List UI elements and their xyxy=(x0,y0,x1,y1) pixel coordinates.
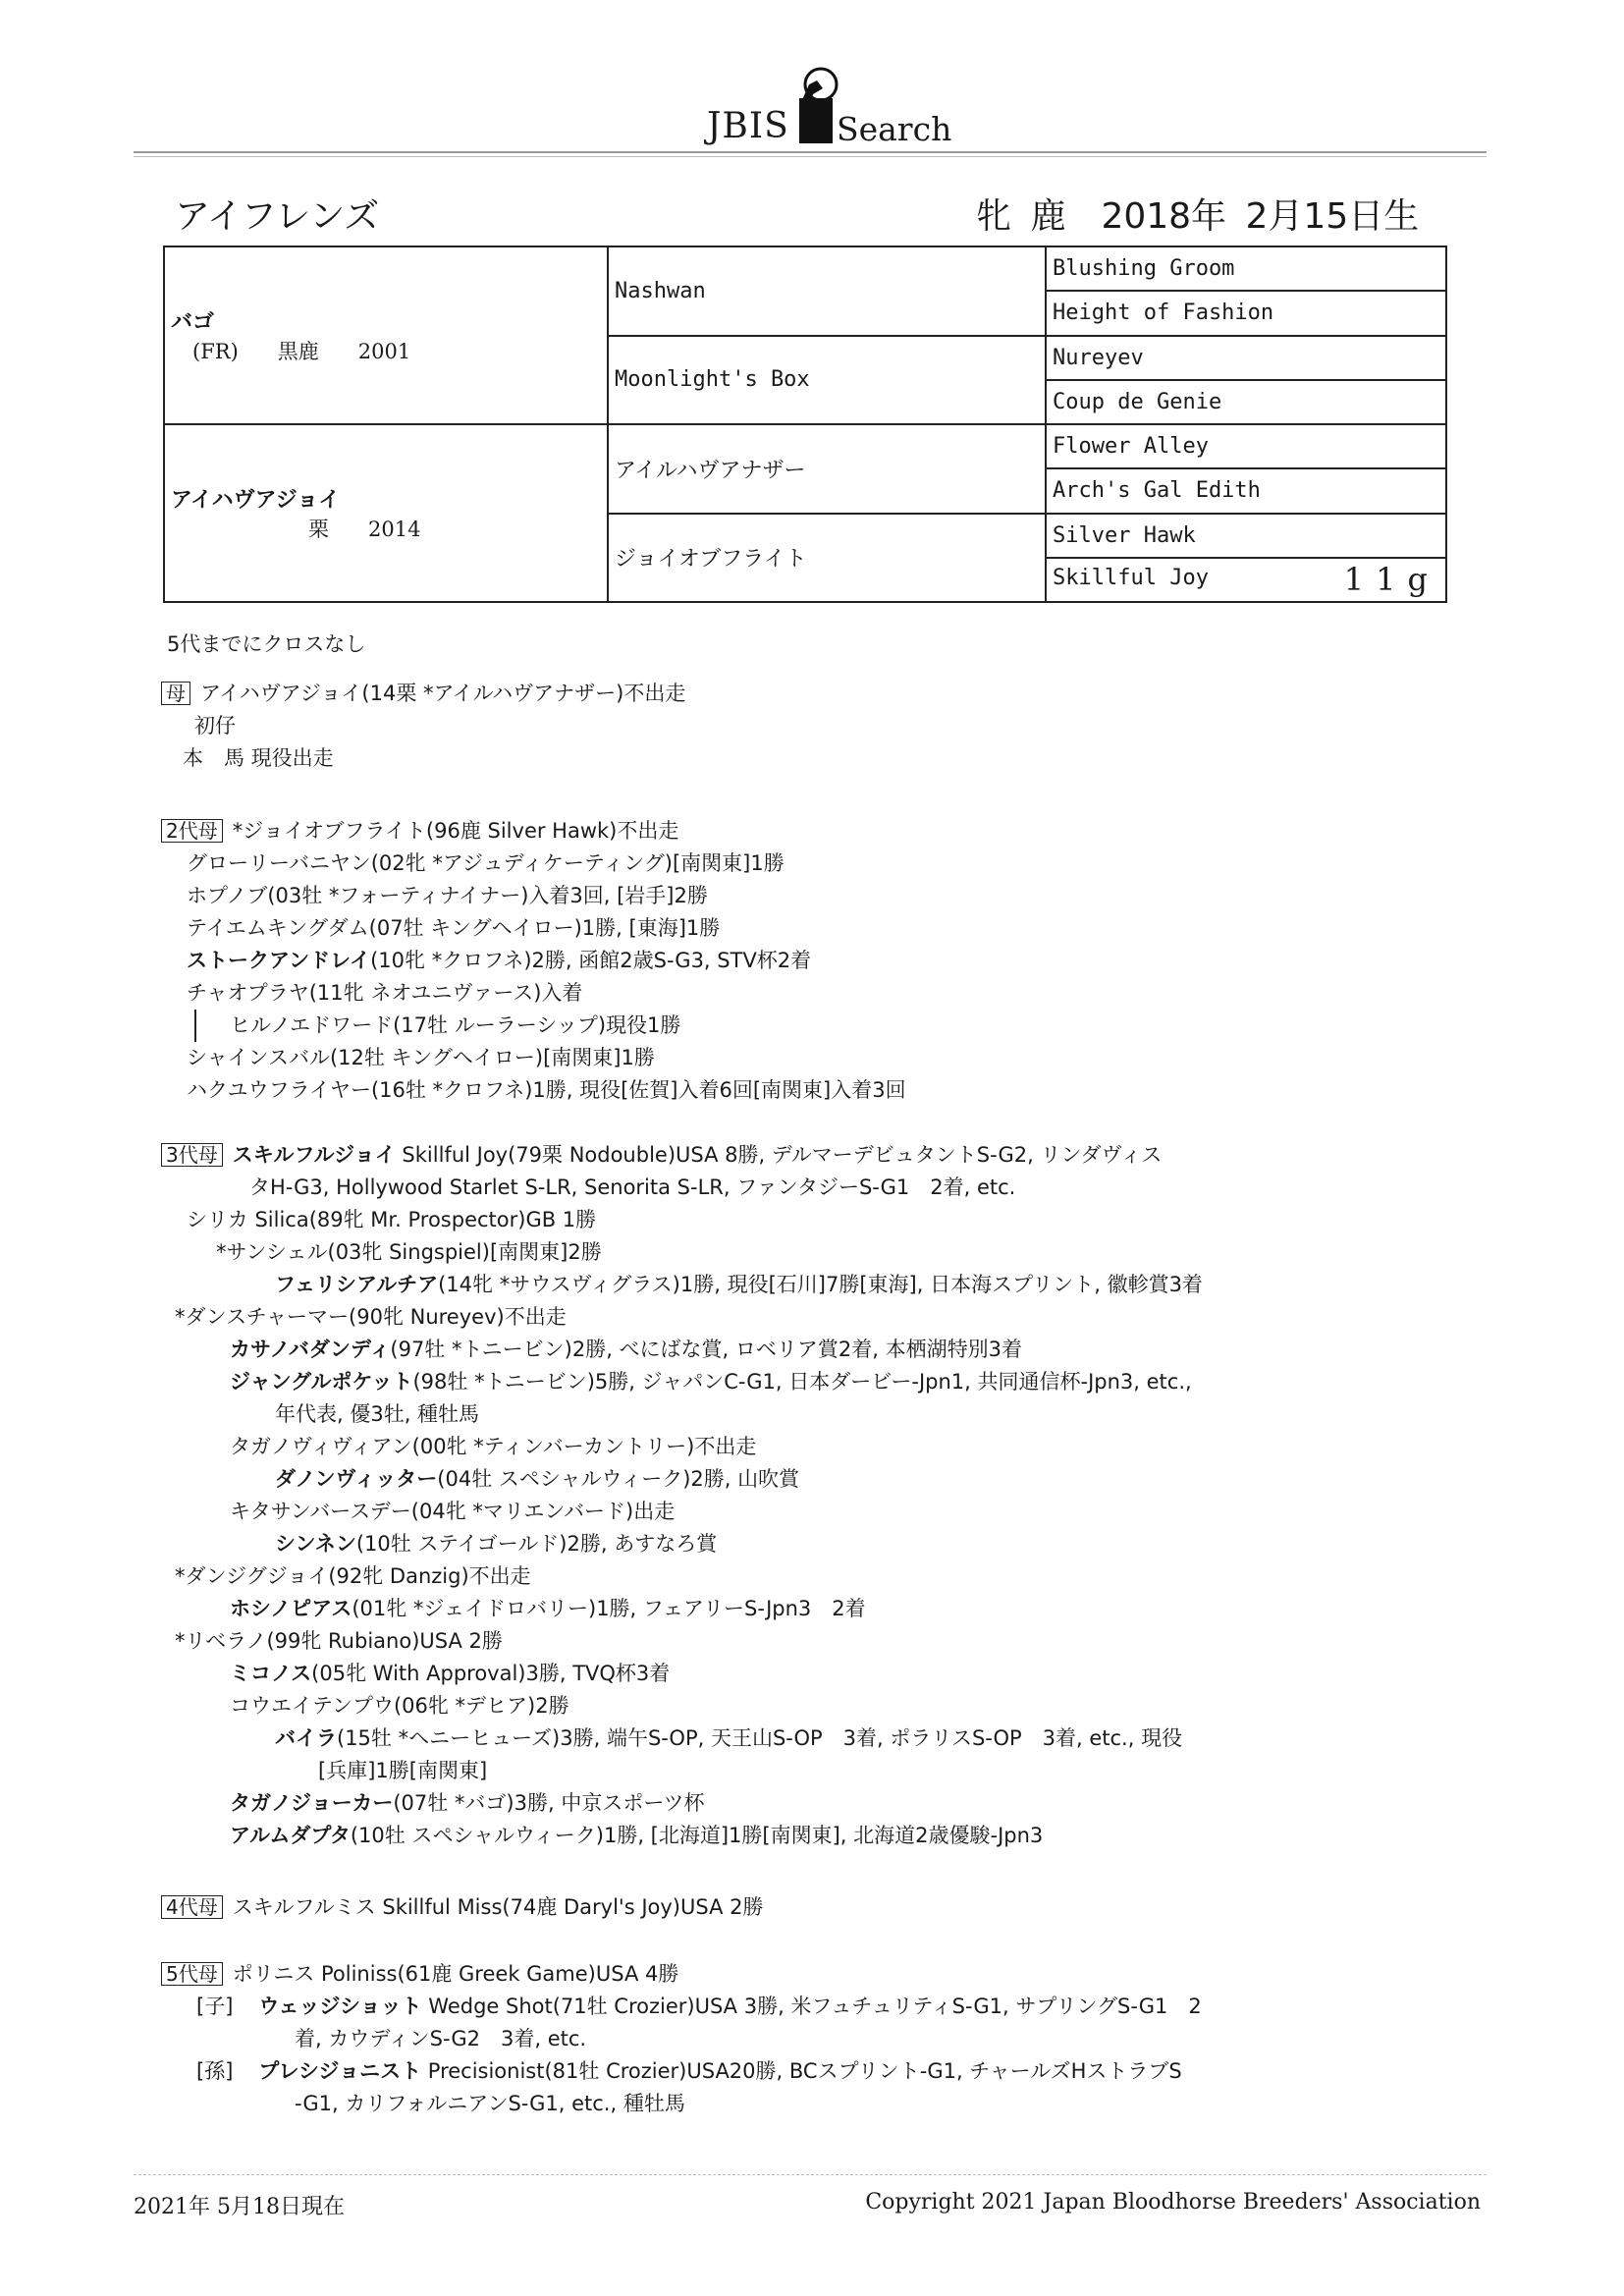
list-item: タガノヴィヴィアン(00牝 *ティンバーカントリー)不出走 xyxy=(230,1435,757,1458)
horse-info: 牝 鹿 2018年 2月15日生 xyxy=(976,196,1420,237)
horse-name: アイフレンズ xyxy=(175,196,380,237)
list-item: *ダンスチャーマー(90牝 Nureyev)不出走 xyxy=(175,1305,567,1329)
gen3-1: Blushing Groom xyxy=(1046,246,1446,291)
dam-color: 栗 xyxy=(308,518,329,541)
list-item: シンネン(10牡 ステイゴールド)2勝, あすなろ賞 xyxy=(275,1532,718,1556)
sire-cell xyxy=(164,246,608,424)
gen3-7: Silver Hawk xyxy=(1046,514,1446,558)
gen3-section: 3代母 スキルフルジョイ Skillful Joy(79栗 Nodouble)USA 8勝, デルマーデビュタントS-G2, リンダヴィス タH-G3, Hollywood Starlet S-LR, Senorita S-LR, ファンタジーS-G1 2着, etc. シリカ Silica(89牝 Mr. Prospector)GB 1勝 *サンシェル(03牝 Singspiel)[南関東]2勝 フェリシアルチア(14牝 *サウスヴィグラス)1勝, 現役[石川]7勝[東海], 日本海スプリント, 徽軫賞3着 *ダンスチャーマー(90牝 Nureyev)不出走 カサノバダンディ(97牡 *トニービン)2勝, べにばな賞, ロベリア賞2着, 本栖湖特別3着 ジャングルポケット(98牡 *トニービン)5勝, ジャパンC-G1, 日本ダービー-Jpn1, 共同通信杯-Jpn3, etc., 年代表, 優3牡, 種牡馬 タガノヴィヴィアン(00牝 *ティンバーカントリー)不出走 ダノンヴィッター(04牡 スペシャルウィーク)2勝, 山吹賞 キタサンバースデー(04牝 *マリエンバード)出走 シンネン(10牡 ステイゴールド)2勝, あすなろ賞 *ダンジグジョイ(92牝 Danzig)不出走 ホシノピアス(01牝 *ジェイドロバリー)1勝, フェアリーS-Jpn3 2着 *リベラノ(99牝 Rubiano)USA 2勝 ミコノス(05牝 With Approval)3勝, TVQ杯3着 コウエイテンプウ(06牝 *デヒア)2勝 バイラ(15牡 *ヘニーヒューズ)3勝, 端午S-OP, 天王山S-OP 3着, ポラリスS-OP 3着, etc., 現役 [兵庫]1勝[南関東] タガノジョーカー(07牡 *バゴ)3勝, 中京スポーツ杯 アルムダプタ(10牡 スペシャルウィーク)1勝, [北海道]1勝[南関東], 北海道2歳優駿-Jpn3 xyxy=(161,1139,1203,1852)
list-item: シリカ Silica(89牝 Mr. Prospector)GB 1勝 xyxy=(187,1208,597,1231)
gen4-head: スキルフルミス Skillful Miss(74鹿 Daryl's Joy)USA 2勝 xyxy=(232,1895,764,1919)
footer-copyright: Copyright 2021 Japan Bloodhorse Breeders' Association xyxy=(865,2190,1481,2214)
logo-search-text: Search xyxy=(837,110,952,148)
gen3-2: Height of Fashion xyxy=(1046,291,1446,335)
sire-origin: (FR) xyxy=(192,340,239,363)
dam-line: アイハヴアジョイ(14栗 *アイルハヴアナザー)不出走 xyxy=(200,682,686,705)
gen3-3: Nureyev xyxy=(1046,336,1446,380)
header-rule-thin xyxy=(134,156,1487,157)
list-item: ミコノス(05牝 With Approval)3勝, TVQ杯3着 xyxy=(230,1662,671,1685)
dam-sire: アイルハヴアナザー xyxy=(608,424,1046,514)
sire-color: 黒鹿 xyxy=(277,340,319,363)
list-item: [子] ウェッジショット Wedge Shot(71牡 Crozier)USA 3勝, 米フュチュリティS-G1, サプリングS-G1 2 xyxy=(196,1995,1202,2018)
dam-name: アイハヴアジョイ xyxy=(171,488,341,513)
gen3-head: Skillful Joy(79栗 Nodouble)USA 8勝, デルマーデビュタントS-G2, リンダヴィス xyxy=(395,1143,1163,1167)
list-item: カサノバダンディ(97牡 *トニービン)2勝, べにばな賞, ロベリア賞2着, 本栖湖特別3着 xyxy=(230,1338,1022,1361)
list-item: キタサンバースデー(04牝 *マリエンバード)出走 xyxy=(230,1500,676,1523)
list-item: フェリシアルチア(14牝 *サウスヴィグラス)1勝, 現役[石川]7勝[東海], 日本海スプリント, 徽軫賞3着 xyxy=(275,1273,1203,1296)
list-item: ストークアンドレイ(10牝 *クロフネ)2勝, 函館2歳S-G3, STV杯2着 xyxy=(187,949,812,972)
list-item: ヒルノエドワード(17牡 ルーラーシップ)現役1勝 xyxy=(194,1010,906,1042)
list-item: ホシノピアス(01牝 *ジェイドロバリー)1勝, フェアリーS-Jpn3 2着 xyxy=(230,1597,866,1620)
gen3-head-cont: タH-G3, Hollywood Starlet S-LR, Senorita S-LR, ファンタジーS-G1 2着, etc. xyxy=(249,1175,1016,1199)
list-item: *ダンジグジョイ(92牝 Danzig)不出走 xyxy=(175,1564,531,1588)
gen3-6: Arch's Gal Edith xyxy=(1046,468,1446,513)
sire-year: 2001 xyxy=(357,340,411,363)
gen4-section xyxy=(161,1891,763,1924)
list-item: ダノンヴィッター(04牡 スペシャルウィーク)2勝, 山吹賞 xyxy=(275,1467,800,1491)
section-tag-gen2: 2代母 xyxy=(161,819,223,843)
list-item: ハクユウフライヤー(16牡 *クロフネ)1勝, 現役[佐賀]入着6回[南関東]入着3回 xyxy=(187,1078,906,1102)
list-item: ジャングルポケット(98牡 *トニービン)5勝, ジャパンC-G1, 日本ダービー-Jpn1, 共同通信杯-Jpn3, etc., xyxy=(230,1370,1192,1394)
list-item: アルムダプタ(10牡 スペシャルウィーク)1勝, [北海道]1勝[南関東], 北海道2歳優駿-Jpn3 xyxy=(230,1824,1044,1847)
section-tag-dam: 母 xyxy=(161,682,190,705)
logo-box xyxy=(799,98,833,143)
logo-jbis-text: JBIS xyxy=(707,106,789,146)
gen5-head: ポリニス Poliniss(61鹿 Greek Game)USA 4勝 xyxy=(232,1962,679,1986)
section-tag-gen5: 5代母 xyxy=(161,1962,223,1986)
list-item: シャインスバル(12牡 キングヘイロー)[南関東]1勝 xyxy=(187,1046,655,1069)
footer-date: 2021年 5月18日現在 xyxy=(134,2195,345,2219)
footer-rule xyxy=(134,2174,1487,2175)
header-rule xyxy=(134,151,1487,153)
dam-cell xyxy=(164,424,608,602)
dam-year: 2014 xyxy=(368,518,421,541)
list-item: -G1, カリフォルニアンS-G1, etc., 種牡馬 xyxy=(295,2092,685,2115)
dam-this-horse: 本 馬 現役出走 xyxy=(183,746,334,770)
list-item: テイエムキングダム(07牡 キングヘイロー)1勝, [東海]1勝 xyxy=(187,916,721,940)
cross-note: 5代までにクロスなし xyxy=(167,632,366,656)
family-number: 11g xyxy=(1343,561,1439,599)
gen3-8-name: Skillful Joy xyxy=(1053,566,1209,591)
list-item: グローリーバニヤン(02牝 *アジュディケーティング)[南関東]1勝 xyxy=(187,851,785,875)
sire-name: バゴ xyxy=(171,310,215,335)
list-item: ホプノブ(03牡 *フォーティナイナー)入着3回, [岩手]2勝 xyxy=(187,884,708,907)
dam-dam: ジョイオブフライト xyxy=(608,514,1046,603)
gen3-5: Flower Alley xyxy=(1046,424,1446,468)
section-tag-gen3: 3代母 xyxy=(161,1143,223,1167)
dam-note: 初仔 xyxy=(194,714,236,738)
list-item: [孫] プレシジョニスト Precisionist(81牡 Crozier)USA20勝, BCスプリント-G1, チャールズHストラブS xyxy=(196,2059,1182,2083)
sire-dam: Moonlight's Box xyxy=(608,336,1046,425)
sire-sire: Nashwan xyxy=(608,246,1046,336)
section-tag-gen4: 4代母 xyxy=(161,1895,223,1919)
gen5-section xyxy=(161,1958,1202,2120)
list-item: コウエイテンプウ(06牝 *デヒア)2勝 xyxy=(230,1694,569,1718)
list-item: チャオプラヤ(11牝 ネオユニヴァース)入着 xyxy=(187,981,583,1005)
gen2-head: *ジョイオブフライト(96鹿 Silver Hawk)不出走 xyxy=(232,819,679,843)
gen2-section xyxy=(161,815,906,1107)
list-item: [兵庫]1勝[南関東] xyxy=(318,1759,488,1782)
list-item: バイラ(15牡 *ヘニーヒューズ)3勝, 端午S-OP, 天王山S-OP 3着, ポラリスS-OP 3着, etc., 現役 xyxy=(275,1726,1183,1750)
list-item: *サンシェル(03牝 Singspiel)[南関東]2勝 xyxy=(216,1240,602,1264)
list-item: 着, カウディンS-G2 3着, etc. xyxy=(295,2027,587,2050)
gen3-4: Coup de Genie xyxy=(1046,380,1446,424)
gen3-8 xyxy=(1046,558,1446,602)
pedigree-table xyxy=(163,246,1447,603)
dam-section xyxy=(161,678,685,775)
list-item: *リベラノ(99牝 Rubiano)USA 2勝 xyxy=(175,1629,503,1653)
list-item: 年代表, 優3牡, 種牡馬 xyxy=(275,1402,480,1426)
jbis-search-logo xyxy=(703,63,952,151)
list-item: タガノジョーカー(07牡 *バゴ)3勝, 中京スポーツ杯 xyxy=(230,1791,705,1815)
